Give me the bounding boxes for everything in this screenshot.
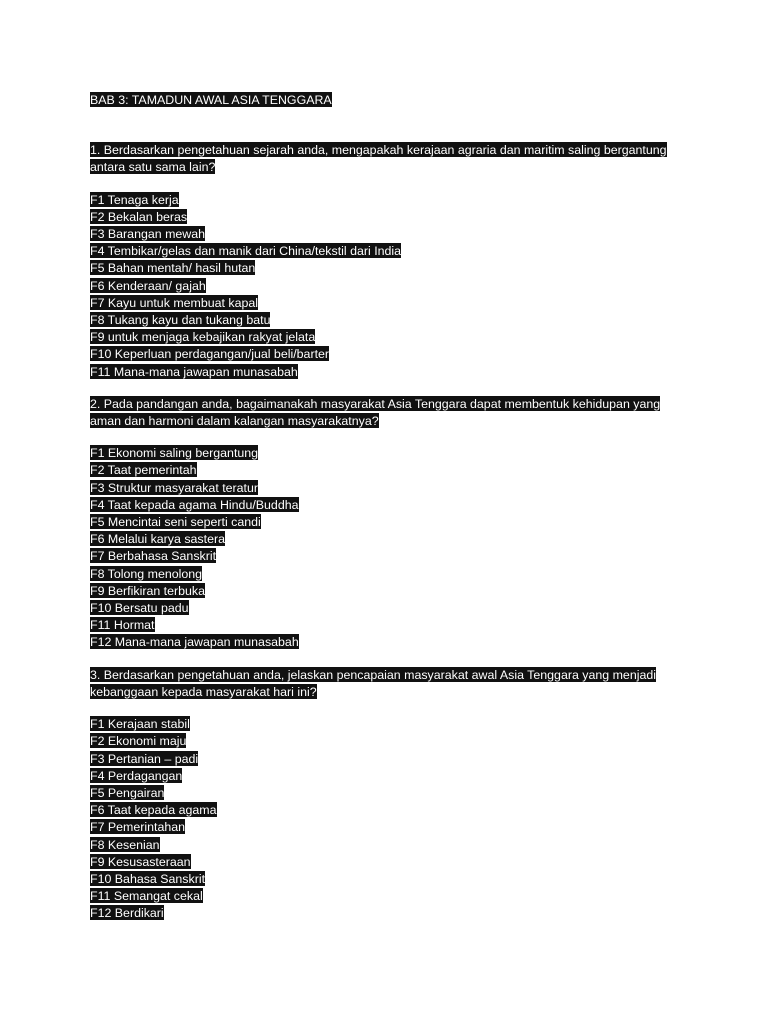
document-title-block	[90, 92, 690, 109]
answer-list-item	[90, 600, 690, 617]
question-text-block	[90, 667, 680, 701]
answer-text: F1 Tenaga kerja	[90, 192, 179, 207]
answer-list	[90, 445, 690, 651]
answer-text: F5 Bahan mentah/ hasil hutan	[90, 261, 256, 276]
answer-list-item	[90, 346, 690, 363]
question-text-block	[90, 142, 680, 176]
answer-text: F3 Struktur masyarakat teratur	[90, 480, 259, 495]
answer-text: F4 Tembikar/gelas dan manik dari China/tekstil dari India	[90, 244, 402, 259]
answer-list-item	[90, 785, 690, 802]
question-sections	[90, 142, 690, 922]
answer-text: F1 Ekonomi saling bergantung	[90, 446, 259, 461]
answer-text: F11 Mana-mana jawapan munasabah	[90, 364, 298, 379]
answer-list-item	[90, 733, 690, 750]
answer-list-item	[90, 617, 690, 634]
answer-text: F4 Taat kepada agama Hindu/Buddha	[90, 497, 299, 512]
answer-list-item	[90, 462, 690, 479]
answer-text: F8 Tolong menolong	[90, 566, 203, 581]
answer-list-item	[90, 888, 690, 905]
answer-list-item	[90, 226, 690, 243]
answer-text: F11 Semangat cekal	[90, 889, 203, 904]
answer-list-item	[90, 634, 690, 651]
answer-list-item	[90, 295, 690, 312]
answer-text: F12 Berdikari	[90, 906, 164, 921]
answer-text: F5 Pengairan	[90, 785, 165, 800]
document-page	[90, 92, 690, 923]
answer-list-item	[90, 364, 690, 381]
answer-list-item	[90, 716, 690, 733]
answer-text: F5 Mencintai seni seperti candi	[90, 515, 261, 530]
answer-text: F2 Taat pemerintah	[90, 463, 197, 478]
answer-list-item	[90, 480, 690, 497]
answer-list-item	[90, 514, 690, 531]
question-text: 2. Pada pandangan anda, bagaimanakah masyarakat Asia Tenggara dapat membentuk kehidupan yang aman dan harmoni dalam kalangan masyarakatnya?	[90, 396, 661, 429]
answer-text: F6 Melalui karya sastera	[90, 532, 225, 547]
answer-list-item	[90, 260, 690, 277]
answer-text: F6 Taat kepada agama	[90, 803, 217, 818]
answer-list-item	[90, 854, 690, 871]
answer-text: F10 Keperluan perdagangan/jual beli/barter	[90, 347, 330, 362]
answer-text: F10 Bersatu padu	[90, 601, 189, 616]
answer-text: F1 Kerajaan stabil	[90, 717, 190, 732]
question-text: 1. Berdasarkan pengetahuan sejarah anda, mengapakah kerajaan agraria dan maritim saling bergantung antara satu sama lain?	[90, 143, 667, 175]
answer-text: F7 Pemerintahan	[90, 820, 186, 835]
answer-list-item	[90, 278, 690, 295]
answer-list-item	[90, 209, 690, 226]
answer-text: F12 Mana-mana jawapan munasabah	[90, 635, 299, 650]
question-section-1	[90, 142, 690, 381]
answer-text: F9 Kesusasteraan	[90, 854, 191, 869]
answer-list-item	[90, 871, 690, 888]
answer-list-item	[90, 583, 690, 600]
answer-list-item	[90, 192, 690, 209]
answer-text: F3 Pertanian – padi	[90, 751, 199, 766]
answer-text: F3 Barangan mewah	[90, 227, 206, 242]
answer-list-item	[90, 497, 690, 514]
answer-list-item	[90, 329, 690, 346]
answer-list	[90, 192, 690, 381]
answer-text: F9 Berfikiran terbuka	[90, 583, 206, 598]
document-title: BAB 3: TAMADUN AWAL ASIA TENGGARA	[90, 93, 332, 107]
answer-list-item	[90, 819, 690, 836]
answer-text: F8 Kesenian	[90, 837, 160, 852]
question-text: 3. Berdasarkan pengetahuan anda, jelaskan pencapaian masyarakat awal Asia Tenggara yang menjadi kebanggaan kepada masyarakat hari ini?	[90, 667, 656, 699]
question-text-block	[90, 396, 680, 430]
answer-list-item	[90, 243, 690, 260]
answer-text: F7 Kayu untuk membuat kapal	[90, 295, 259, 310]
answer-list-item	[90, 548, 690, 565]
answer-text: F9 untuk menjaga kebajikan rakyat jelata	[90, 330, 316, 345]
answer-text: F7 Berbahasa Sanskrit	[90, 549, 217, 564]
answer-list-item	[90, 566, 690, 583]
question-section-2	[90, 396, 690, 652]
answer-list-item	[90, 312, 690, 329]
answer-list-item	[90, 751, 690, 768]
answer-list-item	[90, 802, 690, 819]
answer-text: F2 Bekalan beras	[90, 209, 188, 224]
answer-list-item	[90, 837, 690, 854]
answer-text: F10 Bahasa Sanskrit	[90, 871, 206, 886]
answer-list-item	[90, 531, 690, 548]
answer-text: F4 Perdagangan	[90, 768, 183, 783]
answer-text: F6 Kenderaan/ gajah	[90, 278, 206, 293]
answer-list-item	[90, 768, 690, 785]
answer-list-item	[90, 905, 690, 922]
answer-list-item	[90, 445, 690, 462]
answer-text: F2 Ekonomi maju	[90, 734, 187, 749]
answer-text: F8 Tukang kayu dan tukang batu	[90, 313, 271, 328]
answer-list	[90, 716, 690, 922]
answer-text: F11 Hormat	[90, 618, 155, 633]
question-section-3	[90, 667, 690, 923]
